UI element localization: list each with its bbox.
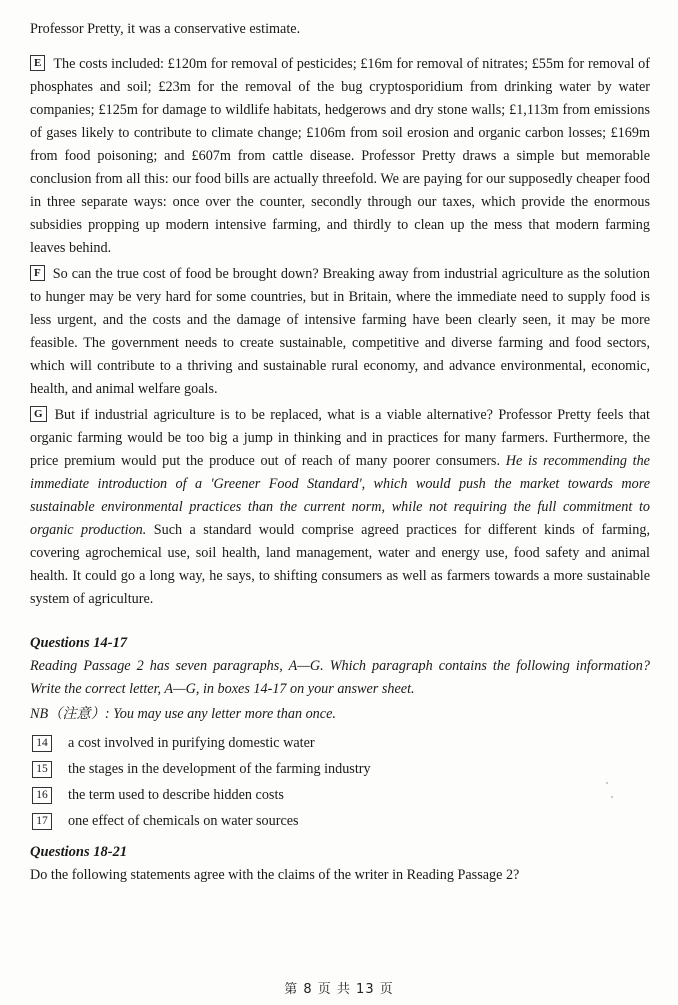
questions-14-17-heading: Questions 14-17	[30, 635, 128, 651]
scan-speck	[611, 796, 613, 798]
page-footer: 第 8 页 共 13 页	[284, 982, 394, 997]
paragraph-e-text: The costs included: £120m for removal of pesticides; £16m for removal of nitrates; £55m for removal of phosphates and soil; £23m for the removal of the bug cryptosporidium from drinking water by water companies; £125m for damage to wildlife habitats, hedgerows and dry stone walls; £1,113m from emissions of gases likely to contribute to climate change; £106m from soil erosion and organic carbon losses; £169m from food poisoning; and £607m from cattle disease. Professor Pretty draws a simple but memorable conclusion from all this: our food bills are actually threefold. We are paying for our supposedly cheaper food in three separate ways: once over the counter, secondly through our taxes, which provide the enormous subsidies propping up modern intensive farming, and thirdly to clean up the mess that modern farming leaves behind.	[30, 56, 650, 256]
question-number: 17	[32, 813, 52, 830]
question-text: a cost involved in purifying domestic water	[68, 734, 315, 751]
paragraph-e-body	[30, 53, 650, 260]
paragraph-e	[30, 53, 650, 260]
list-item	[30, 732, 650, 754]
question-number: 14	[32, 735, 52, 752]
paragraph-f-text: So can the true cost of food be brought down? Breaking away from industrial agriculture as the solution to hunger may be very hard for some countries, but in Britain, where the immediate need to supply food is less urgent, and the costs and the damage of intensive farming have been clearly seen, it may be more feasible. The government needs to create sustainable, competitive and diverse farming and food sectors, which will contribute to a thriving and sustainable rural economy, and advance environmental, economic, health, and animal welfare goals.	[30, 266, 650, 397]
paragraph-marker-f: F	[30, 265, 45, 281]
list-item	[30, 758, 650, 780]
paragraph-marker-e: E	[30, 55, 45, 71]
questions-14-17-instruction: Reading Passage 2 has seven paragraphs, A—G. Which paragraph contains the following information? Write the correct letter, A—G, in boxes 14-17 on your answer sheet.	[30, 658, 650, 697]
paragraph-g-text-after: Such a standard would comprise agreed practices for different kinds of farming, covering agrochemical use, soil health, land management, water and energy use, food safety and animal health. It could go a long way, he says, to shifting consumers as well as farmers towards a more sustainable system of agriculture.	[30, 522, 650, 607]
questions-18-21-instruction: Do the following statements agree with the claims of the writer in Reading Passage 2?	[30, 866, 520, 883]
paragraph-g	[30, 404, 650, 611]
list-item	[30, 810, 650, 832]
list-item	[30, 784, 650, 806]
question-number: 15	[32, 761, 52, 778]
questions-14-17-list	[30, 732, 650, 832]
paragraph-g-body	[30, 404, 650, 611]
paragraph-f-body	[30, 263, 650, 401]
paragraph-f	[30, 263, 650, 401]
paragraph-g-text-italic: He is recommending the immediate introduction of a 'Greener Food Standard', which would push the market towards more sustainable environmental practices than the current norm, while not requiring the full commitment to organic production.	[30, 453, 650, 538]
question-text: the term used to describe hidden costs	[68, 786, 284, 803]
scan-speck	[606, 782, 608, 784]
lead-paragraph: Professor Pretty, it was a conservative estimate.	[30, 21, 301, 37]
questions-18-21-heading: Questions 18-21	[30, 843, 128, 860]
question-number: 16	[32, 787, 52, 804]
question-text: one effect of chemicals on water sources	[68, 812, 299, 829]
questions-14-17-note: NB（注意）: You may use any letter more than once.	[30, 706, 336, 722]
question-text: the stages in the development of the farming industry	[68, 760, 371, 777]
paragraph-marker-g: G	[30, 406, 47, 422]
paragraph-g-text-before: But if industrial agriculture is to be replaced, what is a viable alternative? Professor Pretty feels that organic farming would be too big a jump in thinking and in practices for many farmers. Furthermore, the price premium would put the produce out of reach of many poorer consumers.	[30, 407, 650, 469]
